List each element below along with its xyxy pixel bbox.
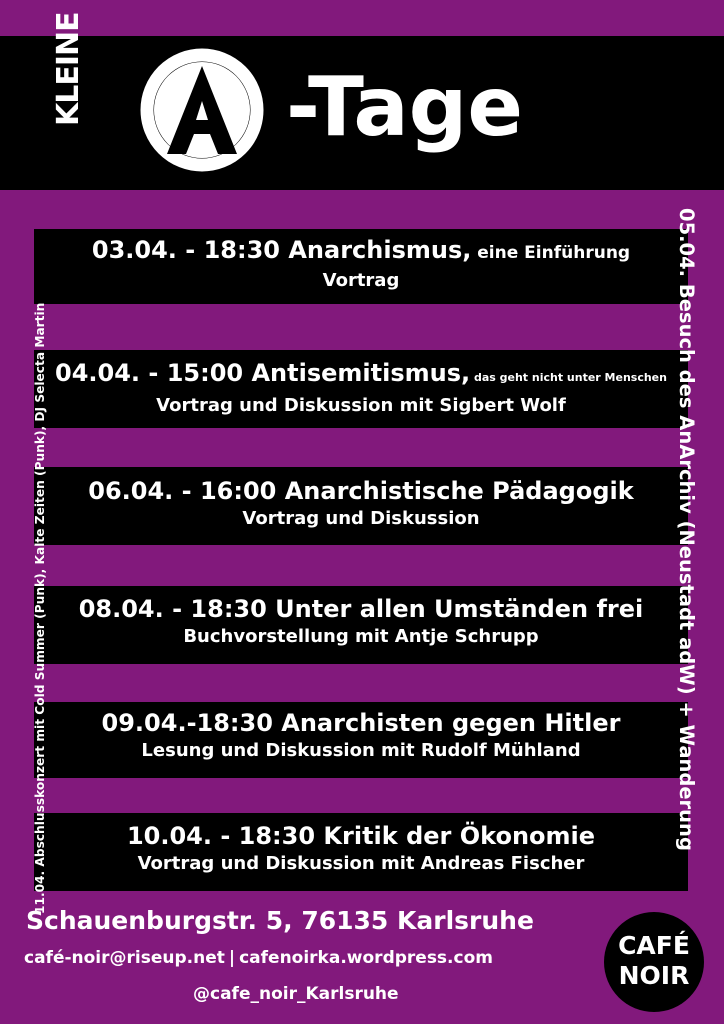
event-description: Lesung und Diskussion mit Rudolf Mühland (141, 740, 581, 761)
event-description: Vortrag (322, 270, 400, 291)
event-title: 03.04. - 18:30 Anarchismus, (91, 236, 472, 264)
event-description: Buchvorstellung mit Antje Schrupp (183, 626, 539, 647)
page-title: -Tage (286, 60, 523, 155)
cafe-noir-logo-word1: CAFÉ (618, 931, 690, 960)
kleine-label: KLEINE (51, 12, 86, 126)
contact-separator: | (228, 948, 236, 968)
email-link[interactable]: café-noir@riseup.net (24, 948, 225, 968)
event-title: 04.04. - 15:00 Antisemitismus, (55, 359, 471, 387)
event-title: 08.04. - 18:30 Unter allen Umständen frei (78, 595, 644, 623)
event-description: Vortrag und Diskussion (242, 508, 480, 529)
venue-address: Schauenburgstr. 5, 76135 Karlsruhe (26, 906, 534, 935)
cafe-noir-logo-word2: NOIR (618, 961, 690, 990)
event-description: Vortrag und Diskussion mit Andreas Fischer (137, 853, 585, 874)
website-link[interactable]: cafenoirka.wordpress.com (239, 948, 493, 968)
event-title: 09.04.-18:30 Anarchisten gegen Hitler (101, 709, 621, 737)
excursion-note: 05.04. Besuch des AnArchiv (Neustadt adW) + Wanderung (675, 208, 698, 851)
cafe-noir-logo (604, 912, 704, 1012)
anarchy-circle-a-icon (138, 46, 266, 174)
contact-line (24, 944, 493, 972)
social-handle[interactable]: @cafe_noir_Karlsruhe (193, 984, 399, 1004)
closing-concert-note: 11.04. Abschlusskonzert mit Cold Summer (Punk), Kalte Zeiten (Punk), DJ Selecta Martin (33, 302, 47, 914)
event-subtitle: eine Einführung (471, 243, 631, 263)
event-description: Vortrag und Diskussion mit Sigbert Wolf (156, 395, 566, 416)
event-block (34, 350, 688, 428)
event-subtitle: das geht nicht unter Menschen (470, 371, 667, 384)
event-block (34, 702, 688, 778)
event-block (34, 586, 688, 664)
event-block (34, 813, 688, 891)
event-block (34, 229, 688, 304)
event-block (34, 467, 688, 545)
event-title: 06.04. - 16:00 Anarchistische Pädagogik (88, 477, 634, 505)
event-title: 10.04. - 18:30 Kritik der Ökonomie (126, 822, 596, 850)
